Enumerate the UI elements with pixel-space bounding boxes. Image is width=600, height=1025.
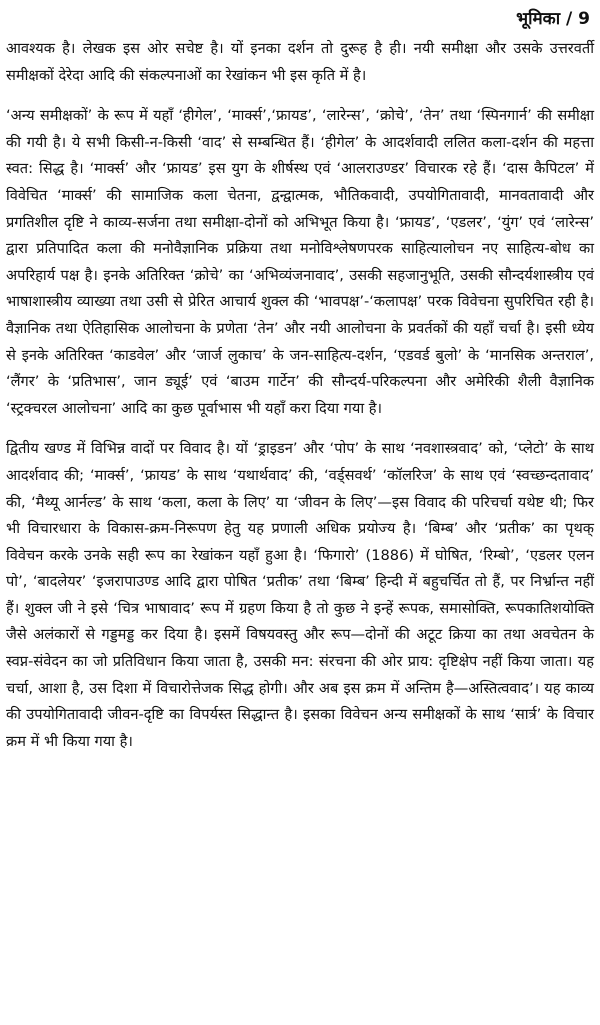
paragraph-3: द्वितीय खण्ड में विभिन्न वादों पर विवाद है। यों ‘ड्राइडन’ और ‘पोप’ के साथ ‘नवशास्त्रवाद’ को, ‘प्लेटो’ के साथ आदर्शवाद की; ‘मार्क्स’, ‘फ्रायड’ के साथ ‘यथार्थवाद’ की, ‘वर्ड्सवर्थ’ ‘कॉलरिज’ के साथ एवं ‘स्वच्छन्दतावाद’ की, ‘मैथ्यू आर्नल्ड’ के साथ ‘कला, कला के लिए’ या ‘जीवन के लिए’—इस विवाद की परिचर्चा यथेष्ट थी; फिर भी विचारधारा के विकास-क्रम-निरूपण हेतु यह प्रणाली अधिक प्रयोज्य है। ‘बिम्ब’ और ‘प्रतीक’ का पृथक् विवेचन करके उनके सही रूप का रेखांकन यहाँ हुआ है। ‘फिगारो’ (1886) में घोषित, ‘रिम्बो’, ‘एडलर एलन पो’, ‘बादलेयर’ ‘इजरापाउण्ड आदि द्वारा पोषित ‘प्रतीक’ तथा ‘बिम्ब’ हिन्दी में बहुचर्चित तो हैं, पर निर्भ्रान्त नहीं हैं। शुक्ल जी ने इसे ‘चित्र भाषावाद’ रूप में ग्रहण किया है तो कुछ ने इन्हें रूपक, समासोक्ति, रूपकातिशयोक्ति जैसे अलंकारों से गड्डमड्ड कर दिया है। इसमें विषयवस्तु और रूप—दोनों की अटूट क्रिया का तथा अवचेतन के स्वप्न-संवेदन का जो प्रतिविधान किया जाता है, उसकी मन: संरचना की ओर प्राय: दृष्टिक्षेप नहीं किया जाता। यह चर्चा, आशा है, उस दिशा में विचारोत्तेजक सिद्ध होगी। और अब इस क्रम में अन्तिम है—अस्तित्ववाद’। यह काव्य की उपयोगितावादी जीवन-दृष्टि का विपर्यस्त सिद्धान्त है। इसका विवेचन अन्य समीक्षकों के साथ ‘सार्त्र’ के विचार क्रम में भी किया गया है।: [6, 440, 594, 750]
paragraph-gap: [6, 89, 594, 103]
running-header: भूमिका / 9: [516, 9, 590, 29]
paragraph-gap: [6, 422, 594, 436]
paragraph-1: आवश्यक है। लेखक इस ओर सचेष्ट है। यों इनका दर्शन तो दुरूह है ही। नयी समीक्षा और उसके उत्तरवर्ती समीक्षकों देरेदा आदि की संकल्पनाओं का रेखांकन भी इस कृति में है।: [6, 40, 594, 84]
paragraph-2: ‘अन्य समीक्षकों’ के रूप में यहाँ ‘हीगेल’, ‘मार्क्स’,‘फ्रायड’, ‘लारेन्स’, ‘क्रोचे’, ‘तेन’ तथा ‘स्पिनगार्न’ की समीक्षा की गयी है। ये सभी किसी-न-किसी ‘वाद’ से सम्बन्धित हैं। ‘हीगेल’ के आदर्शवादी ललित कला-दर्शन की महत्ता स्वत: सिद्ध है। ‘मार्क्स’ और ‘फ्रायड’ इस युग के शीर्षस्थ एवं ‘आलराउण्डर’ विचारक रहे हैं। ‘दास कैपिटल’ में विवेचित ‘मार्क्स’ की सामाजिक कला चेतना, द्वन्द्वात्मक, भौतिकवादी, उपयोगितावादी, मानवतावादी और प्रगतिशील दृष्टि ने काव्य-सर्जना तथा समीक्षा-दोनों को अभिभूत किया है। ‘फ्रायड’, ‘एडलर’, ‘युंग’ एवं ‘लारेन्स’ द्वारा प्रतिपादित कला की मनोवैज्ञानिक प्रक्रिया तथा मनोविश्लेषणपरक साहित्यालोचन नए साहित्य-बोध का अपरिहार्य पक्ष है। इनके अतिरिक्त ‘क्रोचे’ का ‘अभिव्यंजनावाद’, उसकी सहजानुभूति, उसकी सौन्दर्यशास्त्रीय एवं भाषाशास्त्रीय व्याख्या तथा उसी से प्रेरित आचार्य शुक्ल की ‘भावपक्ष’-‘कलापक्ष’ परक विवेचना सुपरिचित रही है। वैज्ञानिक तथा ऐतिहासिक आलोचना के प्रणेता ‘तेन’ और नयी आलोचना के प्रवर्तकों की यहाँ चर्चा है। इसी ध्येय से इनके अतिरिक्त ‘काडवेल’ और ‘जार्ज लुकाच’ के जन-साहित्य-दर्शन, ‘एडवर्ड बुलो’ के ‘मानसिक अन्तराल’, ‘लैंगर’ के ‘प्रतिभास’, जान ड्यूई’ एवं ‘बाउम गार्टेन’ की सौन्दर्य-परिकल्पना और अमेरिकी शैली वैज्ञानिक ‘स्ट्रक्चरल आलोचना’ आदि का कुछ पूर्वाभास भी यहाँ करा दिया गया है।: [6, 107, 594, 417]
